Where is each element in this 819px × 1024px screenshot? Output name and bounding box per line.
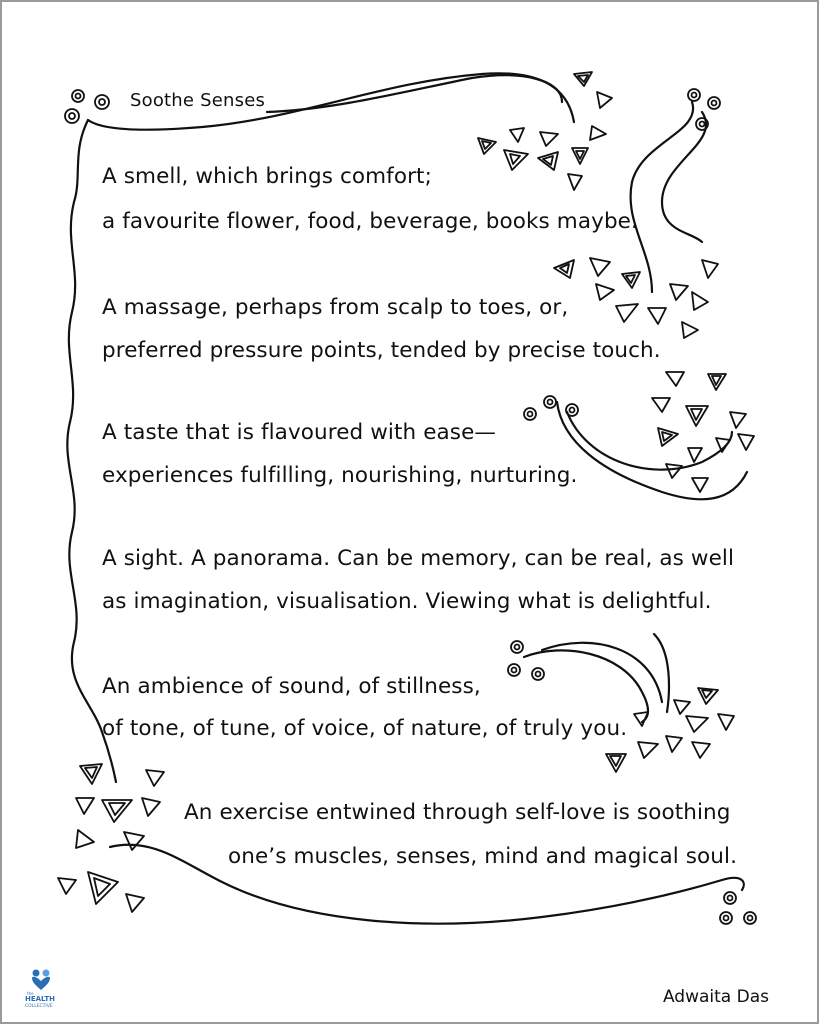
stanza-5-line-1: An ambience of sound, of stillness, xyxy=(102,674,481,699)
logo-suffix: COLLECTIVE xyxy=(25,1004,53,1009)
stanza-4-line-2: as imagination, visualisation. Viewing what is delightful. xyxy=(102,589,712,614)
stanza-1-line-2: a favourite flower, food, beverage, books maybe. xyxy=(102,209,638,234)
stanza-6-line-2: one’s muscles, senses, mind and magical soul. xyxy=(228,844,738,869)
stanza-3-line-1: A taste that is flavoured with ease— xyxy=(102,420,497,445)
heart-people-icon xyxy=(22,968,62,992)
stanza-6-line-1: An exercise entwined through self-love is soothing xyxy=(184,800,731,825)
stanza-3-line-2: experiences fulfilling, nourishing, nurturing. xyxy=(102,463,578,488)
stanza-4-line-1: A sight. A panorama. Can be memory, can be real, as well xyxy=(102,546,735,571)
logo-prefix: the xyxy=(27,991,34,996)
author-signature: Adwaita Das xyxy=(662,987,769,1007)
stanza-1-line-1: A smell, which brings comfort; xyxy=(102,164,432,189)
health-collective-logo xyxy=(22,968,62,1012)
stanza-2-line-1: A massage, perhaps from scalp to toes, or, xyxy=(102,295,569,320)
stanza-5-line-2: of tone, of tune, of voice, of nature, of truly you. xyxy=(102,716,628,741)
stanza-2-line-2: preferred pressure points, tended by precise touch. xyxy=(102,338,661,363)
poem-title: Soothe Senses xyxy=(130,90,266,111)
logo-name: HEALTH xyxy=(25,995,55,1003)
